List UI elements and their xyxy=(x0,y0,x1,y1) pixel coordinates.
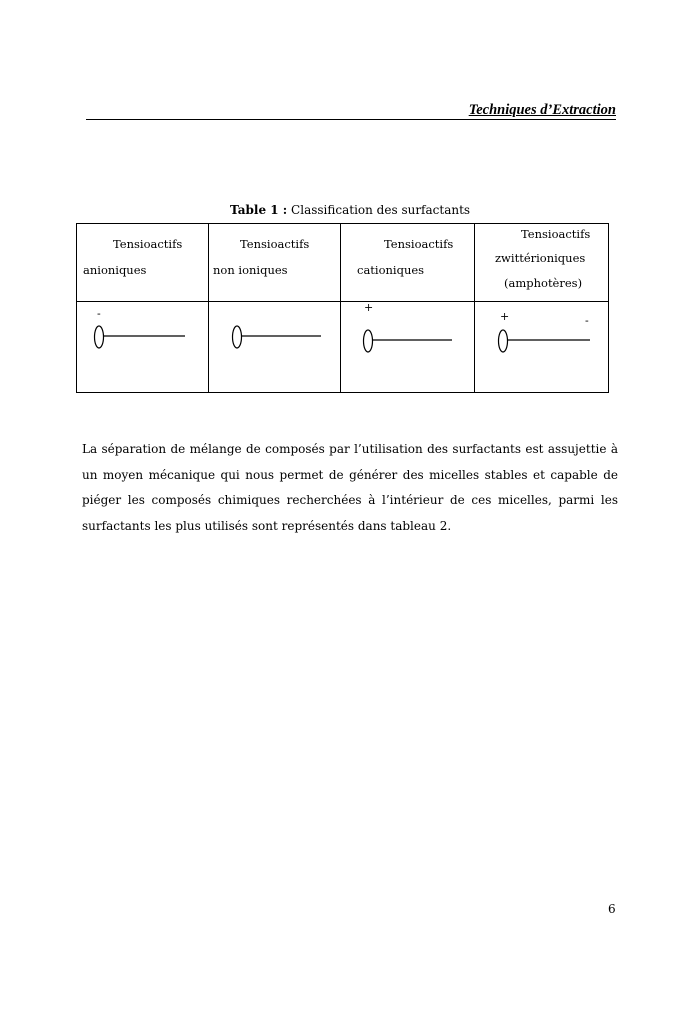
surfactant-classification-table xyxy=(76,223,609,393)
table-caption-text: Classification des surfactants xyxy=(291,203,471,217)
header-line1: Tensioactifs xyxy=(521,227,591,241)
header-line2: non ioniques xyxy=(213,263,288,277)
running-header-title: Techniques d’Extraction xyxy=(468,102,616,118)
header-cell-zwitterionic xyxy=(475,224,609,302)
zwitterionic-surfactant-molecule-icon xyxy=(495,326,605,356)
header-line1: Tensioactifs xyxy=(240,237,310,251)
header-cell-cationic xyxy=(341,224,475,302)
diagram-cell-anionic xyxy=(77,302,209,393)
header-line2: cationiques xyxy=(357,263,425,277)
header-line3: (amphotères) xyxy=(504,276,583,290)
header-cell-nonionic xyxy=(209,224,341,302)
negative-charge-sign: - xyxy=(97,307,101,320)
table-caption-label: Table 1 : xyxy=(229,203,288,217)
table-diagram-row xyxy=(77,302,609,393)
positive-charge-sign: + xyxy=(364,301,374,314)
header-line2: anioniques xyxy=(83,263,147,277)
nonionic-surfactant-molecule-icon xyxy=(229,322,339,352)
header-line2: zwittérioniques xyxy=(495,251,586,265)
table-caption xyxy=(0,203,700,217)
diagram-cell-nonionic xyxy=(209,302,341,393)
body-paragraph: La séparation de mélange de composés par l’utilisation des surfactants est assujettie à un moyen mécanique qui nous permet de générer des micelles stables et capable de piéger les composés chimiques recherchées à l’intérieur de ces micelles, parmi les surfactants les plus utilisés sont représentés dans tableau 2. xyxy=(82,442,618,533)
header-line1: Tensioactifs xyxy=(384,237,454,251)
header-rule xyxy=(86,119,616,120)
table-header-row xyxy=(77,224,609,302)
negative-charge-sign: - xyxy=(585,314,589,327)
header-cell-anionic xyxy=(77,224,209,302)
anionic-surfactant-molecule-icon xyxy=(91,322,201,352)
diagram-cell-cationic xyxy=(341,302,475,393)
page-number: 6 xyxy=(608,902,616,916)
header-line1: Tensioactifs xyxy=(113,237,183,251)
diagram-cell-zwitterionic xyxy=(475,302,609,393)
cationic-surfactant-molecule-icon xyxy=(360,326,470,356)
positive-charge-sign: + xyxy=(500,310,510,323)
